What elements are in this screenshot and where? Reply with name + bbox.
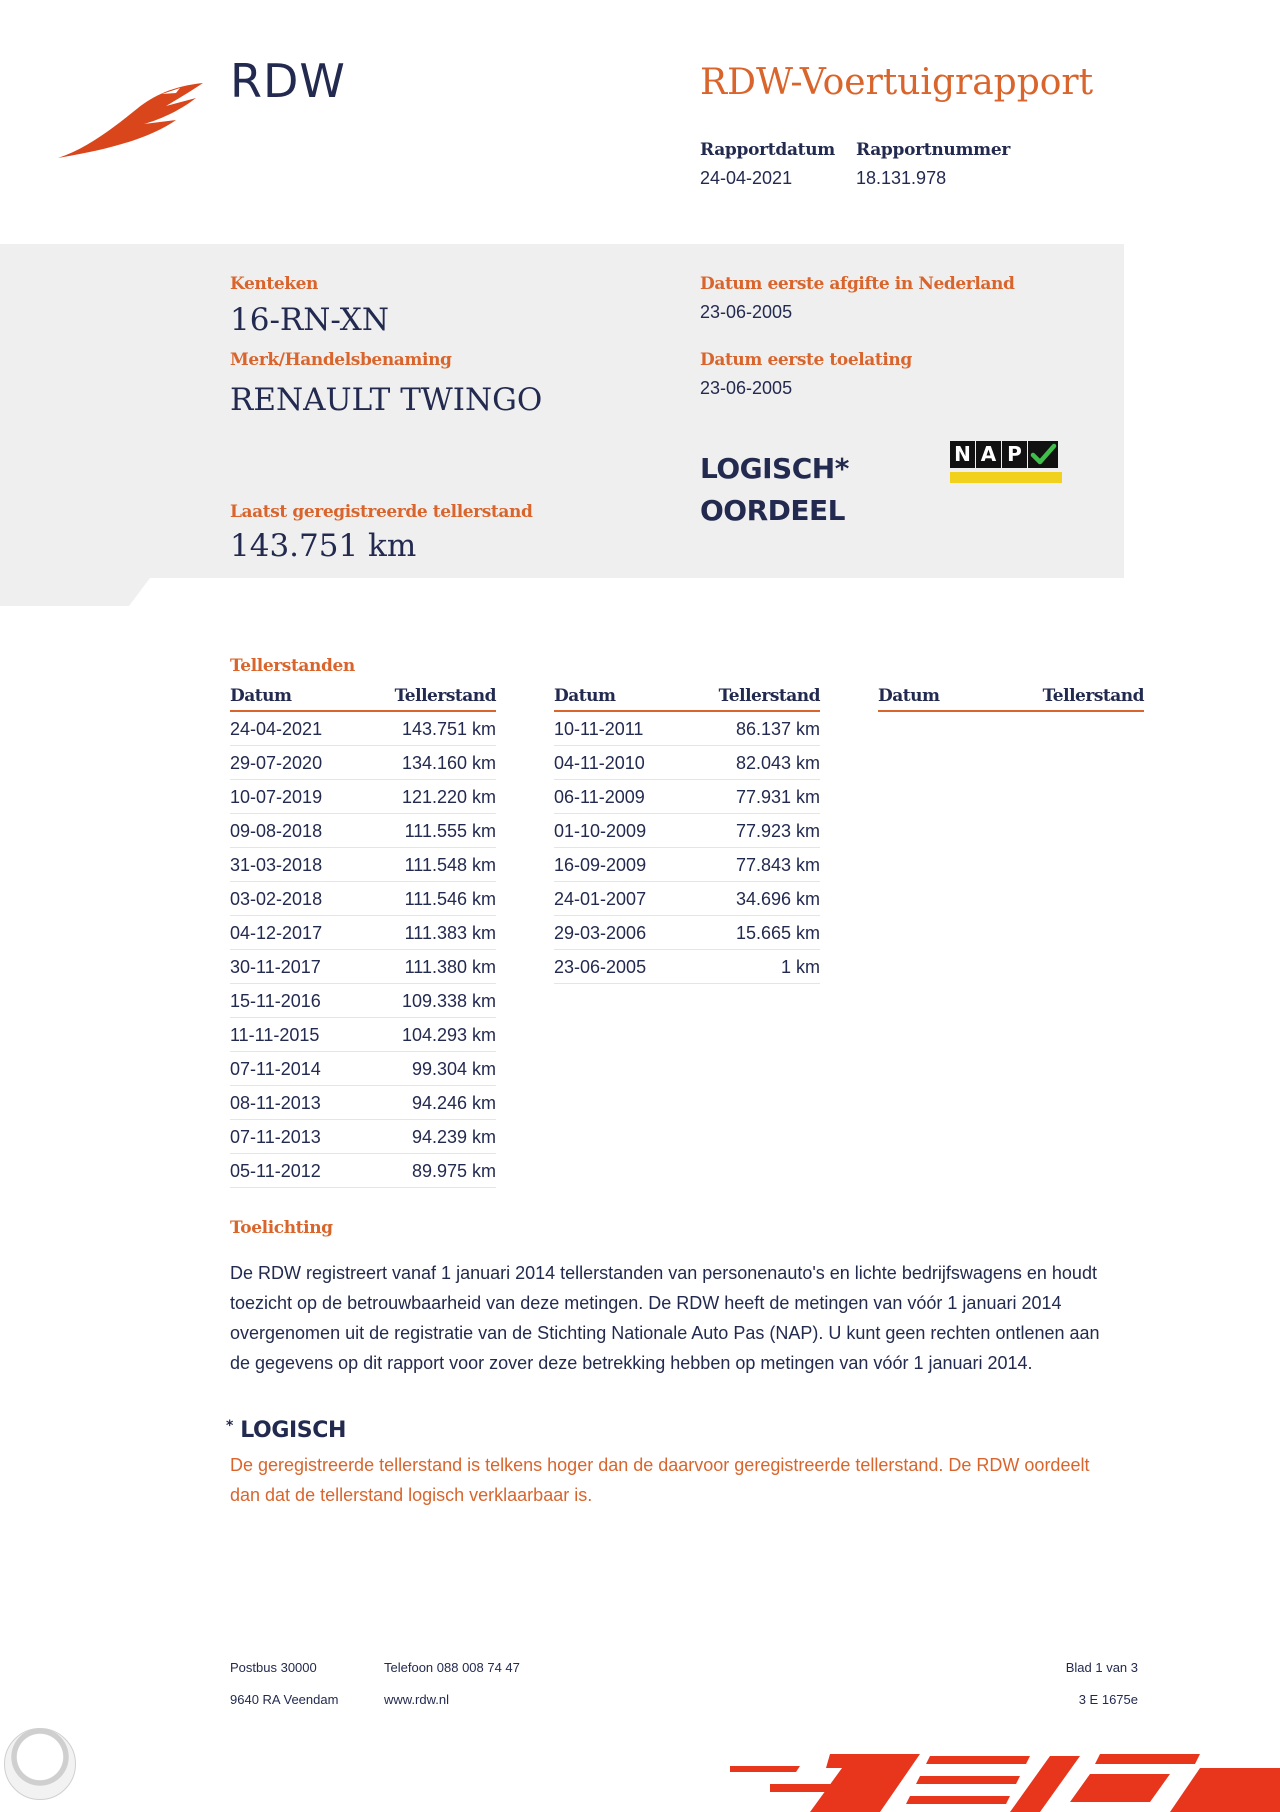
table-row [230, 950, 496, 984]
nap-badge [950, 441, 1062, 485]
row-tellerstand: 111.380 km [404, 957, 496, 977]
row-tellerstand: 111.383 km [404, 923, 496, 943]
row-tellerstand: 77.923 km [735, 821, 820, 841]
row-tellerstand: 134.160 km [401, 753, 496, 773]
table-row [230, 984, 496, 1018]
table-row [230, 814, 496, 848]
odometer-table-1 [230, 686, 496, 1188]
row-date: 09-08-2018 [230, 821, 323, 841]
row-tellerstand: 111.548 km [404, 855, 496, 875]
footer-website[interactable]: www.rdw.nl [384, 1692, 450, 1707]
table-row [554, 712, 820, 746]
row-date: 11-11-2015 [230, 1025, 320, 1045]
row-tellerstand: 77.843 km [735, 855, 820, 875]
row-date: 05-11-2012 [230, 1161, 321, 1181]
table-row [230, 916, 496, 950]
merk-label: Merk/Handelsbenaming [230, 350, 452, 370]
rapportdatum-value: 24-04-2021 [700, 168, 793, 188]
row-tellerstand: 111.546 km [404, 889, 496, 909]
table-row [554, 814, 820, 848]
footer-telefoon: Telefoon 088 008 74 47 [384, 1660, 520, 1675]
row-date: 03-02-2018 [230, 889, 323, 909]
col-value-header: Tellerstand [1042, 686, 1144, 706]
col-date-header: Datum [554, 686, 616, 706]
vehicle-panel [0, 244, 1124, 578]
table-row [554, 848, 820, 882]
row-date: 23-06-2005 [554, 957, 647, 977]
row-tellerstand: 89.975 km [411, 1161, 496, 1181]
table-row [230, 1120, 496, 1154]
rapportdatum-label: Rapportdatum [700, 140, 835, 160]
row-tellerstand: 143.751 km [401, 719, 496, 739]
row-date: 01-10-2009 [554, 821, 647, 841]
col-value-header: Tellerstand [394, 686, 496, 706]
nap-yellow-bar [950, 472, 1062, 483]
tellerstand-value: 143.751 km [230, 528, 417, 564]
row-tellerstand: 77.931 km [735, 787, 820, 807]
table-row [230, 848, 496, 882]
logisch-star: * [226, 1418, 233, 1434]
col-value-header: Tellerstand [718, 686, 820, 706]
table-row [554, 950, 820, 984]
logisch-heading [226, 1418, 346, 1443]
table-row [230, 1052, 496, 1086]
verdict-line1: LOGISCH* [700, 452, 849, 485]
row-date: 10-11-2011 [554, 719, 644, 739]
row-tellerstand: 94.246 km [411, 1093, 496, 1113]
table-row [230, 882, 496, 916]
table-header [554, 686, 820, 712]
odometer-table-2 [554, 686, 820, 984]
row-date: 07-11-2013 [230, 1127, 321, 1147]
row-date: 29-07-2020 [230, 753, 323, 773]
panel-notch [0, 578, 150, 606]
row-date: 31-03-2018 [230, 855, 323, 875]
table-row [230, 1086, 496, 1120]
row-date: 06-11-2009 [554, 787, 645, 807]
row-date: 29-03-2006 [554, 923, 647, 943]
footer-plaats: 9640 RA Veendam [230, 1692, 339, 1707]
tellerstand-label: Laatst geregistreerde tellerstand [230, 502, 533, 522]
nap-letter-n: N [950, 441, 975, 468]
toelating-value: 23-06-2005 [700, 378, 793, 398]
report-title: RDW-Voertuigrapport [700, 62, 1094, 103]
row-date: 04-12-2017 [230, 923, 323, 943]
col-date-header: Datum [878, 686, 940, 706]
footer-blad: Blad 1 van 3 [1065, 1660, 1138, 1675]
row-date: 04-11-2010 [554, 753, 645, 773]
table-row [554, 746, 820, 780]
tellerstanden-title: Tellerstanden [230, 656, 355, 676]
row-tellerstand: 109.338 km [401, 991, 496, 1011]
table-row [230, 712, 496, 746]
row-date: 08-11-2013 [230, 1093, 321, 1113]
decorative-stripes-icon [730, 1746, 1280, 1812]
verdict-line2: OORDEEL [700, 494, 846, 527]
row-date: 07-11-2014 [230, 1059, 321, 1079]
row-tellerstand: 99.304 km [411, 1059, 496, 1079]
row-date: 10-07-2019 [230, 787, 323, 807]
nap-letter-a: A [976, 441, 1001, 468]
row-date: 24-04-2021 [230, 719, 323, 739]
logisch-text: De geregistreerde tellerstand is telkens hoger dan de daarvoor geregistreerde tellerstand. De RDW oordeelt dan dat de tellerstand logisch verklaarbaar is. [230, 1455, 1090, 1505]
row-date: 15-11-2016 [230, 991, 321, 1011]
kenteken-value: 16-RN-XN [230, 302, 389, 338]
nap-letter-p: P [1002, 441, 1027, 468]
row-date: 30-11-2017 [230, 957, 321, 977]
row-date: 24-01-2007 [554, 889, 647, 909]
toelichting-title: Toelichting [230, 1218, 333, 1238]
table-row [230, 746, 496, 780]
table-row [554, 882, 820, 916]
checkmark-icon [1028, 441, 1058, 468]
row-date: 16-09-2009 [554, 855, 647, 875]
footer-postbus: Postbus 30000 [230, 1660, 317, 1675]
table-row [554, 780, 820, 814]
rapportnummer-value: 18.131.978 [856, 168, 947, 188]
scroll-top-button[interactable] [4, 1728, 76, 1800]
row-tellerstand: 121.220 km [401, 787, 496, 807]
row-tellerstand: 15.665 km [735, 923, 820, 943]
kenteken-label: Kenteken [230, 274, 319, 294]
col-date-header: Datum [230, 686, 292, 706]
table-row [230, 1018, 496, 1052]
row-tellerstand: 86.137 km [735, 719, 820, 739]
row-tellerstand: 34.696 km [735, 889, 820, 909]
row-tellerstand: 1 km [780, 957, 820, 977]
row-tellerstand: 111.555 km [404, 821, 496, 841]
afgifte-value: 23-06-2005 [700, 302, 793, 322]
afgifte-label: Datum eerste afgifte in Nederland [700, 274, 1015, 294]
footer-code: 3 E 1675e [1078, 1692, 1138, 1707]
row-tellerstand: 94.239 km [411, 1127, 496, 1147]
row-tellerstand: 104.293 km [401, 1025, 496, 1045]
table-row [230, 1154, 496, 1188]
merk-value: RENAULT TWINGO [230, 382, 543, 418]
brand-name: RDW [230, 54, 346, 108]
table-row [230, 780, 496, 814]
table-header [878, 686, 1144, 712]
odometer-table-3 [878, 686, 1144, 712]
row-tellerstand: 82.043 km [735, 753, 820, 773]
logisch-title: LOGISCH [240, 1418, 346, 1443]
table-header [230, 686, 496, 712]
rdw-logo-icon [58, 78, 208, 163]
toelating-label: Datum eerste toelating [700, 350, 912, 370]
table-row [554, 916, 820, 950]
rapportnummer-label: Rapportnummer [856, 140, 1011, 160]
toelichting-text: De RDW registreert vanaf 1 januari 2014 tellerstanden van personenauto's en lichte bedrijfswagens en houdt toezicht op de betrouwbaarheid van deze metingen. De RDW heeft de metingen van vóór 1 januari 2014 overgenomen uit de registratie van de Stichting Nationale Auto Pas (NAP). U kunt geen rechten ontlenen aan de gegevens op dit rapport voor zover deze betrekking hebben op metingen van vóór 1 januari 2014. [230, 1263, 1100, 1373]
